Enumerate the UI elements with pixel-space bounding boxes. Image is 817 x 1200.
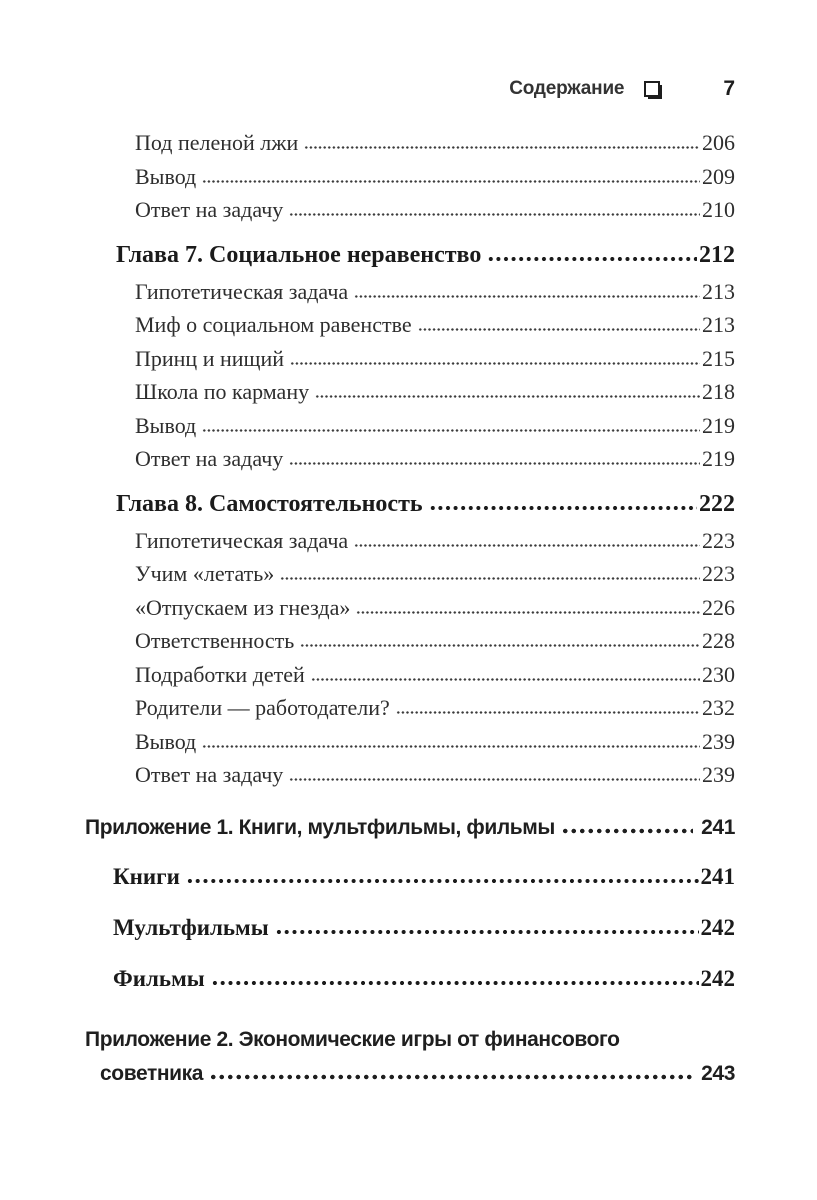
dotted-leader <box>202 744 700 749</box>
dotted-leader <box>356 610 700 615</box>
dotted-leader <box>396 710 700 715</box>
toc-chapter-row <box>85 237 735 274</box>
toc-entry-row <box>85 342 735 376</box>
toc-entry-page: 222 <box>699 490 735 517</box>
toc-entry-label: Принц и нищий <box>135 345 285 371</box>
toc-entry-page: 218 <box>702 379 735 404</box>
dotted-leader <box>289 461 700 466</box>
toc-entry-label: Родители — работодатели? <box>135 695 390 720</box>
toc-entry-label: Приложение 1. Книги, мультфильмы, фильмы <box>85 815 555 839</box>
toc-entry-label: Школа по карману <box>135 379 310 404</box>
toc-entry-row <box>85 524 735 558</box>
toc-entry-page: 239 <box>702 762 735 787</box>
toc-entry-label: Приложение 2. Экономические игры от финансового <box>85 1027 620 1051</box>
toc-entry-label: Гипотетическая задача <box>135 278 349 304</box>
toc-entry-row <box>85 193 735 227</box>
toc-entry-row <box>85 160 735 194</box>
toc-entry-page: 223 <box>702 561 735 586</box>
page-content <box>85 76 735 1091</box>
dotted-leader <box>290 361 700 366</box>
toc-entry-page: 239 <box>702 728 735 754</box>
dotted-leader <box>487 256 697 262</box>
toc-entry-page: 241 <box>701 815 735 839</box>
shadowed-square-icon <box>644 81 660 97</box>
toc-entry-page: 241 <box>700 863 735 889</box>
dotted-leader <box>354 294 700 299</box>
toc-entry-page: 228 <box>702 628 735 653</box>
dotted-leader <box>311 677 700 682</box>
dotted-leader <box>186 878 699 884</box>
toc-list <box>85 126 735 1091</box>
dotted-leader <box>300 643 700 648</box>
toc-entry-page: 230 <box>702 661 735 687</box>
toc-entry-row <box>85 442 735 476</box>
toc-appendix-sub-row <box>85 851 735 902</box>
toc-entry-label: Глава 7. Социальное неравенство <box>116 241 482 268</box>
dotted-leader <box>211 980 699 986</box>
toc-entry-page: 219 <box>702 446 735 471</box>
dotted-leader <box>304 145 700 150</box>
dotted-leader <box>289 212 700 217</box>
running-title: Содержание <box>509 78 625 99</box>
toc-entry-row <box>85 308 735 342</box>
toc-entry-label: Фильмы <box>113 965 205 991</box>
page-number: 7 <box>723 77 735 100</box>
toc-entry-label: Под пеленой лжи <box>135 130 299 155</box>
toc-entry-page: 243 <box>701 1061 735 1085</box>
toc-entry-label: Вывод <box>135 412 197 438</box>
toc-entry-row <box>85 691 735 725</box>
toc-entry-page: 212 <box>699 241 735 268</box>
toc-entry-label: Учим «летать» <box>135 561 275 586</box>
toc-entry-label: Ответ на задачу <box>135 197 284 222</box>
toc-entry-page: 242 <box>700 965 735 991</box>
toc-entry-page: 206 <box>702 130 735 155</box>
toc-entry-label: Глава 8. Самостоятельность <box>116 490 423 517</box>
dotted-leader <box>280 576 700 581</box>
toc-entry-label: Мультфильмы <box>113 914 269 940</box>
toc-entry-page: 209 <box>702 163 735 189</box>
toc-entry-page: 213 <box>702 278 735 304</box>
toc-entry-label: Подработки детей <box>135 661 305 687</box>
toc-entry-page: 215 <box>702 345 735 371</box>
toc-entry-row <box>85 658 735 692</box>
toc-entry-row <box>85 409 735 443</box>
toc-entry-label: «Отпускаем из гнезда» <box>135 594 351 620</box>
dotted-leader <box>275 929 699 935</box>
toc-entry-label: Миф о социальном равенстве <box>135 312 412 337</box>
toc-entry-label: Гипотетическая задача <box>135 527 349 553</box>
toc-entry-label: Ответ на задачу <box>135 762 284 787</box>
toc-appendix-row <box>85 1023 735 1091</box>
toc-entry-row <box>85 591 735 625</box>
toc-entry-row <box>85 375 735 409</box>
toc-entry-label: Книги <box>113 863 180 889</box>
dotted-leader <box>209 1074 693 1080</box>
dotted-leader <box>354 543 700 548</box>
toc-entry-label: Ответственность <box>135 628 295 653</box>
toc-entry-row <box>85 624 735 658</box>
dotted-leader <box>202 428 700 433</box>
dotted-leader <box>429 505 697 511</box>
page-header <box>85 76 735 102</box>
toc-entry-label: советника <box>100 1061 204 1085</box>
toc-entry-row <box>85 275 735 309</box>
toc-entry-page: 242 <box>700 914 735 940</box>
dotted-leader <box>202 179 700 184</box>
dotted-leader <box>289 777 700 782</box>
toc-entry-page: 213 <box>702 312 735 337</box>
dotted-leader <box>418 327 700 332</box>
toc-entry-continuation <box>85 1057 735 1091</box>
toc-entry-page: 210 <box>702 197 735 222</box>
toc-entry-page: 219 <box>702 412 735 438</box>
dotted-leader <box>315 394 700 399</box>
toc-entry-label: Ответ на задачу <box>135 446 284 471</box>
toc-appendix-row <box>85 811 735 851</box>
toc-entry-label: Вывод <box>135 163 197 189</box>
toc-entry-row <box>85 557 735 591</box>
dotted-leader <box>561 828 693 834</box>
toc-entry-row <box>85 758 735 792</box>
toc-appendix-sub-row <box>85 953 735 1004</box>
toc-entry-label: Вывод <box>135 728 197 754</box>
toc-entry-page: 226 <box>702 594 735 620</box>
toc-entry-page: 223 <box>702 527 735 553</box>
toc-entry-row <box>85 126 735 160</box>
toc-entry-row <box>85 725 735 759</box>
toc-appendix-sub-row <box>85 902 735 953</box>
toc-entry-page: 232 <box>702 695 735 720</box>
toc-chapter-row <box>85 486 735 523</box>
